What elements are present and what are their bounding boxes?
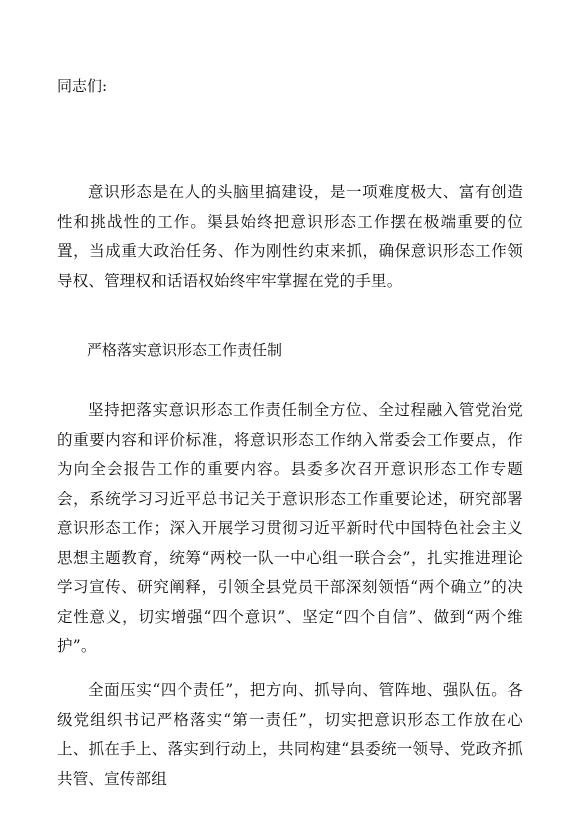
paragraph-responsibility-system: 坚持把落实意识形态工作责任制全方位、全过程融入管党治党的重要内容和评价标准，将意识形态工作纳入常委会工作要点，作为向全会报告工作的重要内容。县委多次召开意识形态工作专题会，系统学习习近平总书记关于意识形态工作重要论述，研究部署意识形态工作；深入开展学习贯彻习近平新时代中国特色社会主义思想主题教育，统筹“两校一队一中心组一联合会”，扎实推进理论学习宣传、研究阐释，引领全县党员干部深刻领悟“两个确立”的决定性意义，切实增强“四个意识”、坚定“四个自信”、做到“两个维护”。: [57, 401, 523, 655]
paragraph-intro: 意识形态是在人的头脑里搞建设，是一项难度极大、富有创造性和挑战性的工作。渠县始终把意识形态工作摆在极端重要的位置，当成重大政治任务、作为刚性约束来抓，确保意识形态工作领导权、管理权和话语权始终牢牢掌握在党的手里。: [57, 183, 523, 290]
paragraph-four-responsibilities: 全面压实“四个责任”，把方向、抓导向、管阵地、强队伍。各级党组织书记严格落实“第一责任”，切实把意识形态工作放在心上、抓在手上、落实到行动上，共同构建“县委统一领导、党政齐抓共管、宣传部组: [57, 681, 523, 788]
salutation: 同志们:: [57, 77, 108, 95]
section-heading: 严格落实意识形态工作责任制: [87, 341, 283, 359]
